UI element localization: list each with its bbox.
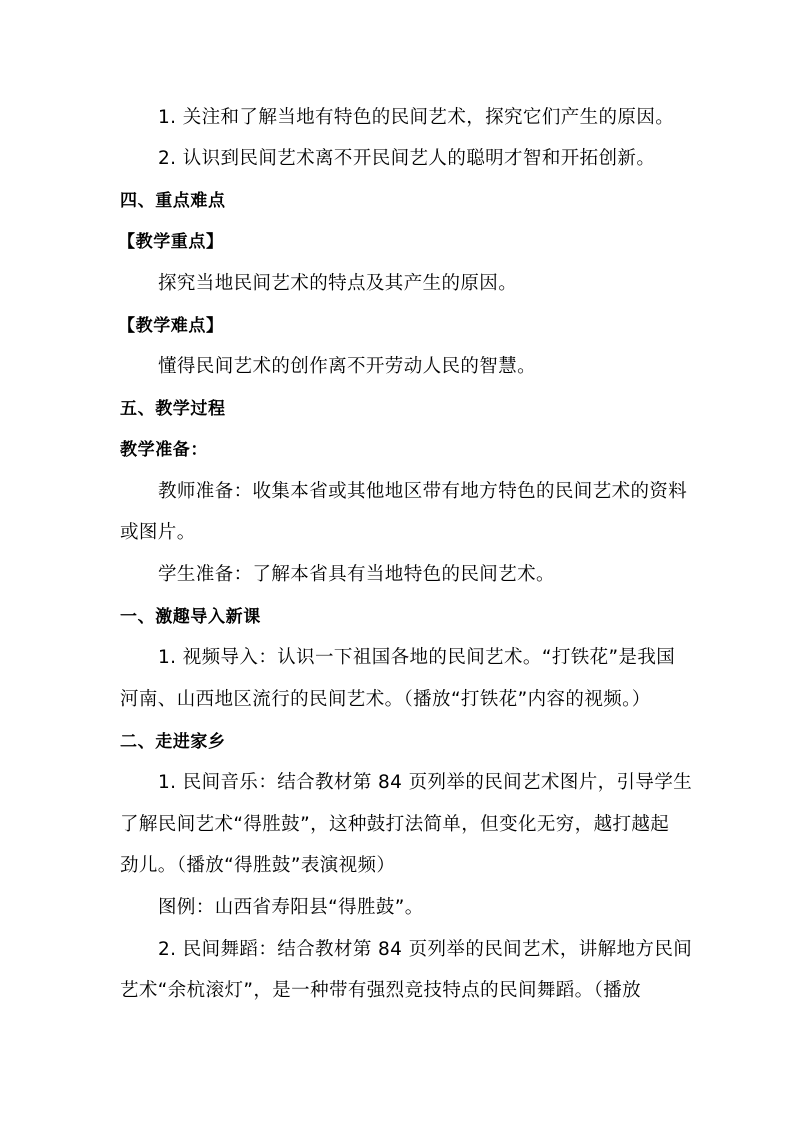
folk-music-continued-2: 劲儿。（播放“得胜鼓”表演视频）: [120, 855, 396, 876]
teaching-focus-text: 探究当地民间艺术的特点及其产生的原因。: [158, 273, 518, 294]
folk-music-text: 1. 民间音乐：结合教材第 84 页列举的民间艺术图片，引导学生: [158, 772, 693, 793]
subheading-teaching-difficulty: 【教学难点】: [118, 316, 224, 336]
folk-music-continued-1: 了解民间艺术“得胜鼓”，这种鼓打法简单，但变化无穷，越打越起: [120, 814, 670, 835]
video-intro-continued: 河南、山西地区流行的民间艺术。（播放“打铁花”内容的视频。）: [120, 689, 651, 710]
student-preparation-text: 学生准备：了解本省具有当地特色的民间艺术。: [158, 564, 555, 585]
folk-dance-text: 2. 民间舞蹈：结合教材第 84 页列举的民间艺术，讲解地方民间: [158, 939, 693, 960]
section-heading-key-points: 四、重点难点: [120, 191, 226, 211]
section-heading-introduction: 一、激趣导入新课: [120, 607, 261, 627]
section-heading-teaching-process: 五、教学过程: [120, 399, 226, 419]
teacher-preparation-text: 教师准备：收集本省或其他地区带有地方特色的民间艺术的资料: [158, 481, 688, 502]
video-intro-text: 1. 视频导入：认识一下祖国各地的民间艺术。“打铁花”是我国: [158, 647, 676, 668]
teacher-preparation-continued: 或图片。: [120, 522, 196, 543]
folk-dance-continued: 艺术“余杭滚灯”，是一种带有强烈竞技特点的民间舞蹈。（播放: [120, 980, 642, 1001]
illustration-caption: 图例：山西省寿阳县“得胜鼓”。: [158, 897, 424, 918]
objective-2-text: 2. 认识到民间艺术离不开民间艺人的聪明才智和开拓创新。: [158, 148, 656, 169]
teaching-difficulty-text: 懂得民间艺术的创作离不开劳动人民的智慧。: [158, 356, 537, 377]
subheading-preparation: 教学准备：: [120, 440, 208, 460]
section-heading-hometown: 二、走进家乡: [120, 732, 226, 752]
objective-1-text: 1. 关注和了解当地有特色的民间艺术，探究它们产生的原因。: [158, 107, 675, 128]
subheading-teaching-focus: 【教学重点】: [118, 232, 224, 252]
